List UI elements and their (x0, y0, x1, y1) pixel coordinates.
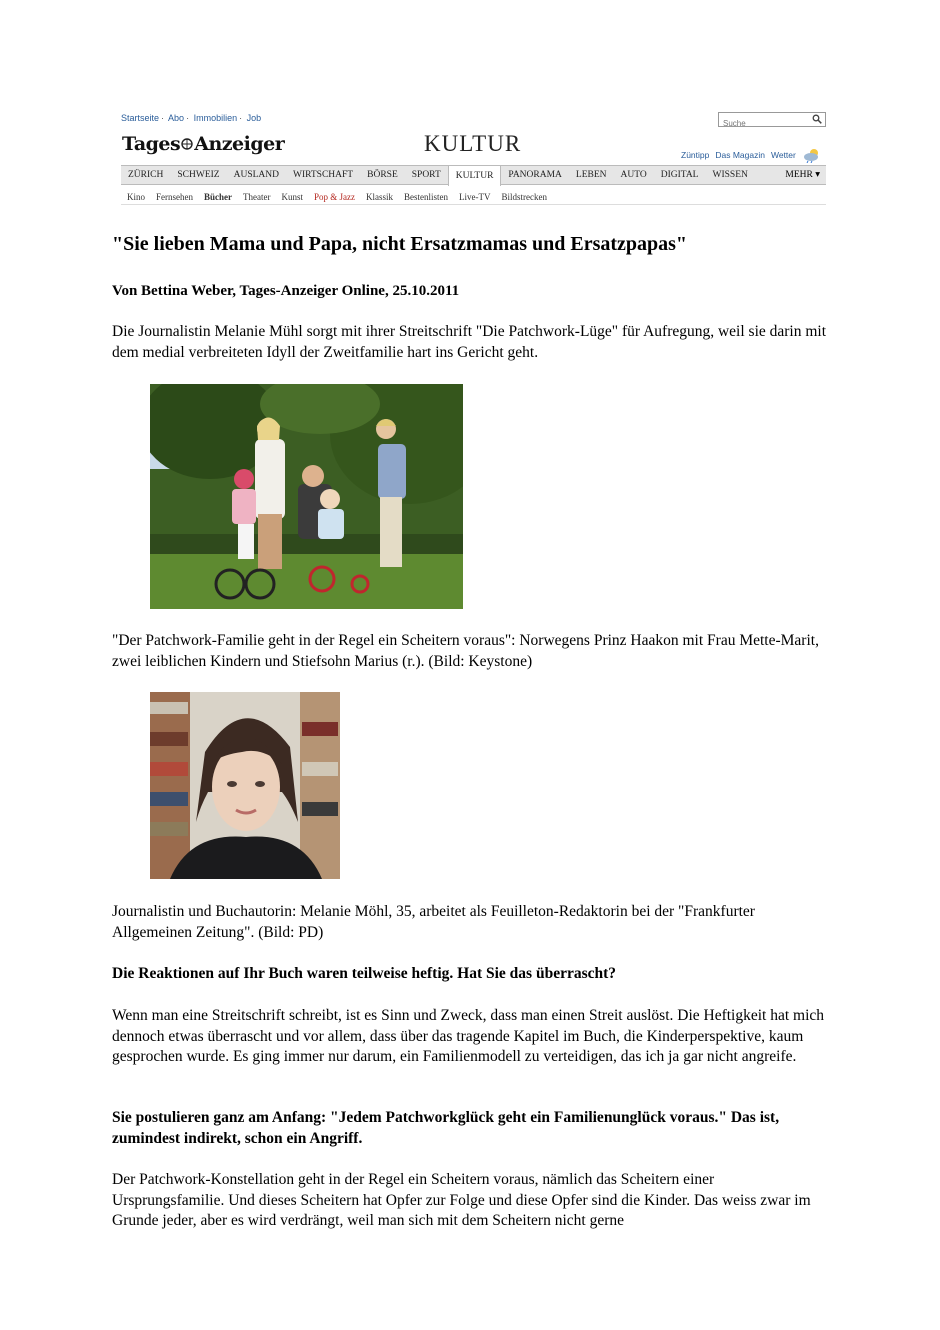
nav-schweiz[interactable]: SCHWEIZ (177, 170, 220, 180)
logo-text-tages: Tages (122, 133, 181, 155)
search-box (718, 112, 826, 127)
nav-kultur[interactable]: KULTUR (448, 166, 502, 186)
search-icon[interactable] (812, 114, 822, 124)
separator: · (186, 113, 190, 123)
top-links (121, 113, 261, 123)
caret-down-icon: ▾ (812, 170, 820, 180)
site-header (121, 110, 826, 208)
link-zuentipp[interactable]: Züntipp (681, 150, 710, 160)
interview-question-1: Die Reaktionen auf Ihr Buch waren teilweise heftig. Hat Sie das überrascht? (112, 965, 617, 982)
subnav-live-tv[interactable]: Live-TV (459, 191, 491, 202)
interview-answer-2: Der Patchwork-Konstellation geht in der Regel ein Scheitern voraus, nämlich das Scheitern einer Ursprungsfamilie. Und dieses Scheitern hat Opfer zur Folge und diese Opfer sind die Kinder. Das weiss zwar im Grunde jeder, aber es wird verdrängt, weil man sich mit dem Scheitern nicht gerne (112, 1171, 811, 1229)
photo-caption-family: "Der Patchwork-Familie geht in der Regel ein Scheitern voraus": Norwegens Prinz Haakon mit Frau Mette-Marit, zwei leiblichen Kindern und Stiefsohn Marius (r.). (Bild: Keystone) (112, 632, 819, 670)
nav-more-button[interactable] (785, 166, 824, 184)
nav-zuerich[interactable]: ZÜRICH (128, 170, 164, 180)
subnav-kino[interactable]: Kino (127, 191, 145, 202)
sub-nav (121, 189, 826, 205)
family-photo (150, 384, 463, 609)
nav-wissen[interactable]: WISSEN (712, 170, 748, 180)
subnav-theater[interactable]: Theater (243, 191, 271, 202)
nav-sport[interactable]: SPORT (411, 170, 441, 180)
section-title: KULTUR (424, 131, 522, 156)
subnav-pop-jazz[interactable]: Pop & Jazz (314, 191, 355, 202)
nav-digital[interactable]: DIGITAL (660, 170, 699, 180)
article-byline: Von Bettina Weber, Tages-Anzeiger Online, 25.10.2011 (112, 283, 460, 299)
search-input[interactable] (719, 117, 809, 130)
article-title: "Sie lieben Mama und Papa, nicht Ersatzmamas und Ersatzpapas" (112, 233, 688, 255)
subnav-bildstrecken[interactable]: Bildstrecken (501, 191, 547, 202)
top-link-startseite[interactable]: Startseite (121, 113, 160, 123)
author-portrait-illustration (150, 692, 340, 879)
subnav-fernsehen[interactable]: Fernsehen (156, 191, 193, 202)
separator: · (239, 113, 243, 123)
subnav-bestenlisten[interactable]: Bestenlisten (404, 191, 448, 202)
site-logo[interactable] (122, 133, 284, 155)
main-nav (121, 165, 826, 185)
top-link-immobilien[interactable]: Immobilien (193, 113, 238, 123)
author-portrait-photo (150, 692, 340, 879)
interview-question-2: Sie postulieren ganz am Anfang: "Jedem Patchworkglück geht ein Familienunglück voraus." Das ist, zumindest indirekt, schon ein Angriff. (112, 1109, 780, 1147)
subnav-kunst[interactable]: Kunst (281, 191, 303, 202)
separator: · (161, 113, 165, 123)
logo-text-anzeiger: Anzeiger (194, 133, 285, 155)
subnav-buecher[interactable]: Bücher (204, 191, 232, 202)
photo-caption-author: Journalistin und Buchautorin: Melanie Möhl, 35, arbeitet als Feuilleton-Redaktorin bei der "Frankfurter Allgemeinen Zeitung". (Bild: PD) (112, 903, 755, 941)
family-photo-illustration (150, 384, 463, 609)
nav-more-label: MEHR (785, 170, 813, 180)
top-link-abo[interactable]: Abo (168, 113, 185, 123)
link-wetter[interactable]: Wetter (770, 150, 796, 160)
subnav-klassik[interactable]: Klassik (366, 191, 393, 202)
nav-boerse[interactable]: BÖRSE (367, 170, 398, 180)
nav-panorama[interactable]: PANORAMA (508, 170, 562, 180)
article-intro: Die Journalistin Melanie Mühl sorgt mit ihrer Streitschrift "Die Patchwork-Lüge" für Aufregung, weil sie darin mit dem medial verbreiteten Idyll der Zweitfamilie hart ins Gericht geht. (112, 323, 827, 361)
logo-emblem-icon (181, 138, 193, 150)
link-das-magazin[interactable]: Das Magazin (715, 150, 765, 160)
nav-auto[interactable]: AUTO (620, 170, 647, 180)
nav-leben[interactable]: LEBEN (575, 170, 607, 180)
interview-answer-1: Wenn man eine Streitschrift schreibt, ist es Sinn und Zweck, dass man einen Streit auslöst. Die Heftigkeit hat mich dennoch etwas überrascht und vor allem, dass über das tragende Kapitel im Buch, die Kinderperspektive, kaum gesprochen wurde. Es ging immer nur darum, ein Familienmodell zu verteidigen, das ich ja gar nicht angreife. (112, 1007, 825, 1065)
nav-ausland[interactable]: AUSLAND (233, 170, 279, 180)
top-link-job[interactable]: Job (246, 113, 262, 123)
weather-cloud-icon[interactable] (802, 147, 822, 163)
nav-wirtschaft[interactable]: WIRTSCHAFT (292, 170, 354, 180)
header-right-links (681, 147, 822, 163)
